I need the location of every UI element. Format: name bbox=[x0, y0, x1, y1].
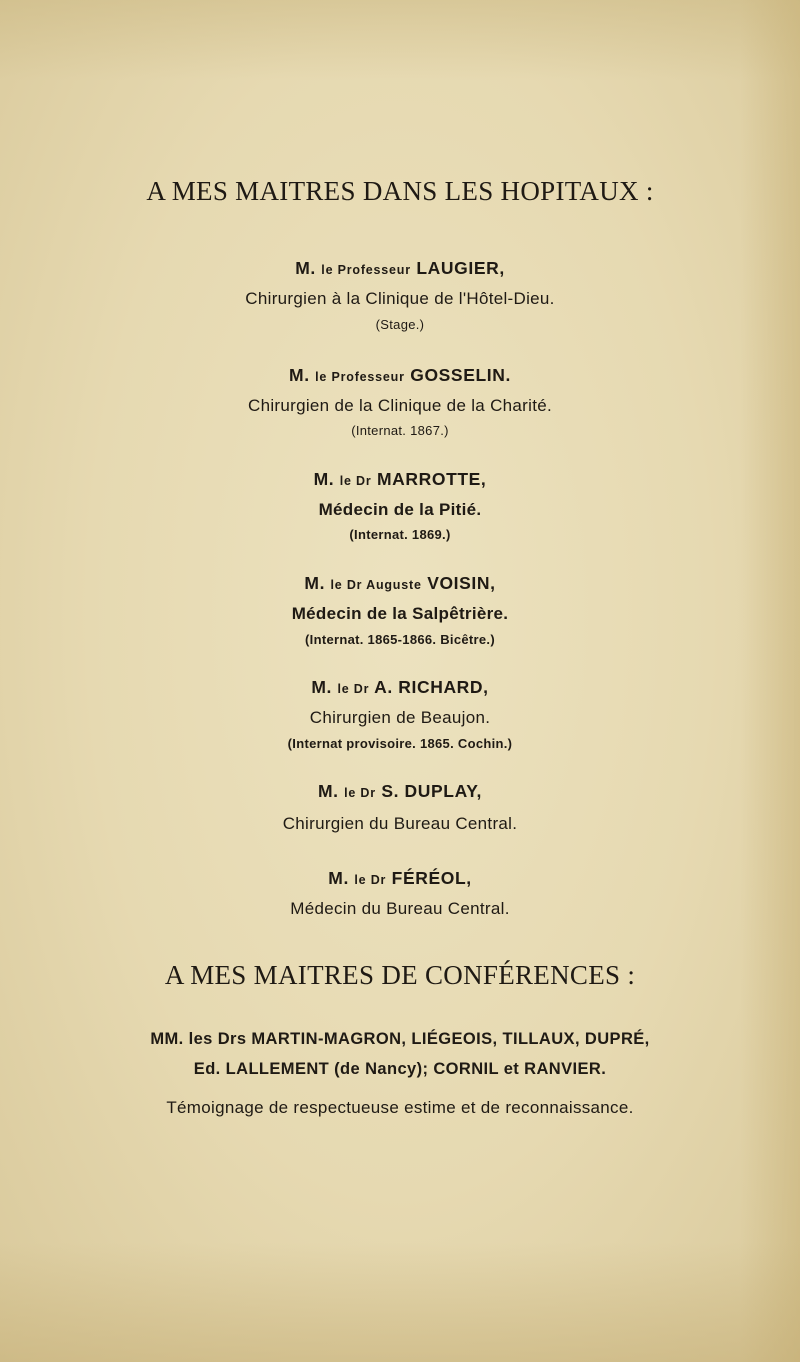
master-4-name bbox=[0, 573, 800, 594]
master-6-prefix: M. bbox=[317, 781, 339, 801]
conference-list-line-1: MM. les Drs MARTIN-MAGRON, LIÉGEOIS, TILLAUX, DUPRÉ, bbox=[150, 1030, 650, 1048]
page-bottom-shading bbox=[0, 1242, 800, 1362]
master-5-prefix: M. bbox=[311, 677, 333, 697]
master-5-role: Chirurgien de Beaujon. bbox=[309, 708, 491, 727]
page-top-shading bbox=[0, 0, 800, 80]
master-3-note: (Internat. 1869.) bbox=[349, 527, 451, 542]
heading-conference-masters: A MES MAITRES DE CONFÉRENCES : bbox=[164, 960, 636, 990]
master-3-role: Médecin de la Pitié. bbox=[318, 500, 482, 519]
master-6-name bbox=[0, 781, 800, 802]
master-1-name bbox=[0, 258, 800, 279]
master-5-note: (Internat provisoire. 1865. Cochin.) bbox=[287, 736, 513, 751]
master-4-prefix: M. bbox=[304, 573, 326, 593]
master-2-note: (Internat. 1867.) bbox=[351, 423, 449, 438]
master-6-surname: S. DUPLAY, bbox=[381, 781, 483, 801]
conference-list-line-2: Ed. LALLEMENT (de Nancy); CORNIL et RANVIER. bbox=[193, 1060, 607, 1078]
master-5-name bbox=[0, 677, 800, 698]
master-3-name bbox=[0, 469, 800, 490]
master-2-name bbox=[0, 365, 800, 386]
master-4-note: (Internat. 1865-1866. Bicêtre.) bbox=[305, 632, 495, 647]
master-6-role: Chirurgien du Bureau Central. bbox=[282, 814, 518, 833]
master-7-name bbox=[0, 868, 800, 889]
master-5-title: le Dr bbox=[337, 682, 370, 696]
master-7-surname: FÉRÉOL, bbox=[391, 868, 472, 888]
master-2-role: Chirurgien de la Clinique de la Charité. bbox=[248, 396, 552, 415]
master-4-surname: VOISIN, bbox=[427, 573, 496, 593]
closing-dedication: Témoignage de respectueuse estime et de reconnaissance. bbox=[166, 1098, 634, 1117]
master-1-title: le Professeur bbox=[321, 263, 411, 277]
master-7-prefix: M. bbox=[328, 868, 349, 888]
master-1-surname: LAUGIER, bbox=[416, 258, 505, 278]
master-2-prefix: M. bbox=[289, 365, 310, 385]
master-1-prefix: M. bbox=[295, 258, 316, 278]
master-1-note: (Stage.) bbox=[375, 317, 425, 332]
master-1-role: Chirurgien à la Clinique de l'Hôtel-Dieu. bbox=[245, 289, 555, 308]
master-4-role: Médecin de la Salpêtrière. bbox=[291, 604, 509, 623]
master-3-surname: MARROTTE, bbox=[376, 469, 487, 489]
master-3-title: le Dr bbox=[339, 474, 372, 488]
master-5-surname: A. RICHARD, bbox=[374, 677, 489, 697]
master-7-title: le Dr bbox=[354, 873, 387, 887]
master-3-prefix: M. bbox=[313, 469, 335, 489]
master-2-surname: GOSSELIN. bbox=[410, 365, 511, 385]
master-6-title: le Dr bbox=[344, 786, 376, 800]
master-4-title: le Dr Auguste bbox=[330, 578, 422, 592]
master-7-role: Médecin du Bureau Central. bbox=[290, 899, 510, 918]
master-2-title: le Professeur bbox=[315, 370, 405, 384]
heading-hospital-masters: A MES MAITRES DANS LES HOPITAUX : bbox=[146, 176, 654, 206]
